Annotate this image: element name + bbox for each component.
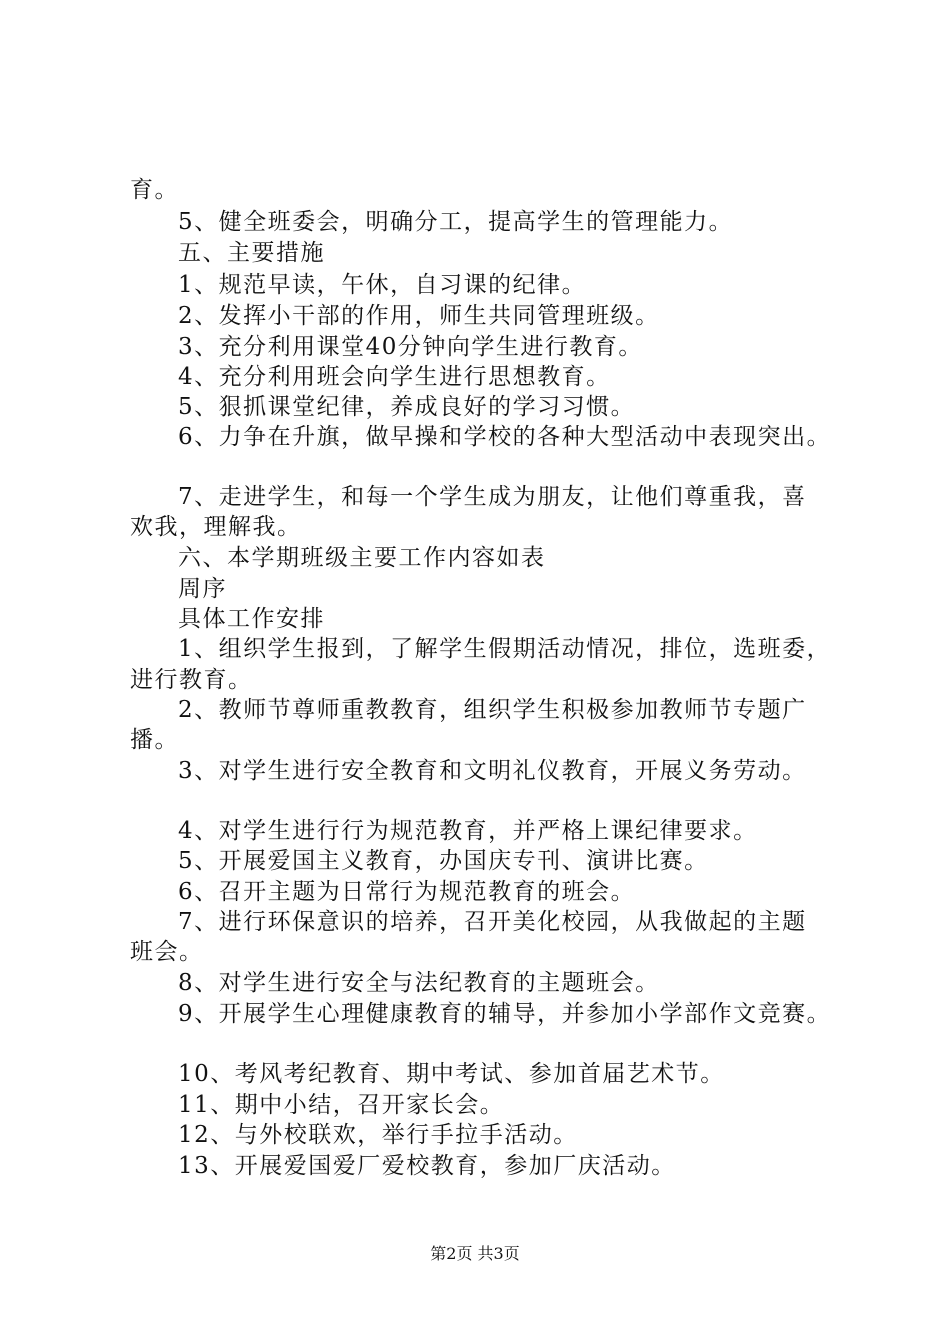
text-line: 播。 (130, 727, 179, 753)
text-line: 13、开展爱国爱厂爱校教育，参加厂庆活动。 (178, 1153, 676, 1179)
section-heading: 六、本学期班级主要工作内容如表 (178, 545, 546, 571)
text-line: 4、充分利用班会向学生进行思想教育。 (178, 364, 611, 390)
section-heading: 五、主要措施 (178, 240, 325, 266)
text-line: 9、开展学生心理健康教育的辅导，并参加小学部作文竞赛。 (178, 1001, 832, 1027)
text-line: 11、期中小结，召开家长会。 (178, 1092, 505, 1118)
page-footer: 第2页 共3页 (430, 1244, 520, 1263)
text-line: 4、对学生进行行为规范教育，并严格上课纪律要求。 (178, 818, 758, 844)
text-line: 7、进行环保意识的培养，召开美化校园，从我做起的主题 (178, 909, 807, 935)
text-line: 5、狠抓课堂纪律，养成良好的学习习惯。 (178, 394, 636, 420)
text-line: 周序 (178, 576, 227, 602)
text-line: 3、对学生进行安全教育和文明礼仪教育，开展义务劳动。 (178, 758, 807, 784)
text-line: 7、走进学生，和每一个学生成为朋友，让他们尊重我，喜 (178, 484, 807, 510)
text-line: 具体工作安排 (178, 606, 325, 632)
text-line: 育。 (130, 177, 179, 203)
text-line: 1、规范早读，午休，自习课的纪律。 (178, 272, 587, 298)
text-line: 欢我，理解我。 (130, 514, 302, 540)
text-line: 12、与外校联欢，举行手拉手活动。 (178, 1122, 578, 1148)
text-line: 5、健全班委会，明确分工，提高学生的管理能力。 (178, 209, 734, 235)
text-line: 班会。 (130, 939, 204, 965)
text-line: 5、开展爱国主义教育，办国庆专刊、演讲比赛。 (178, 848, 709, 874)
text-line: 3、充分利用课堂40分钟向学生进行教育。 (178, 334, 643, 360)
text-line: 6、力争在升旗，做早操和学校的各种大型活动中表现突出。 (178, 424, 832, 450)
text-line: 10、考风考纪教育、期中考试、参加首届艺术节。 (178, 1061, 725, 1087)
text-line: 2、发挥小干部的作用，师生共同管理班级。 (178, 303, 660, 329)
text-line: 8、对学生进行安全与法纪教育的主题班会。 (178, 970, 660, 996)
text-line: 进行教育。 (130, 667, 253, 693)
text-line: 1、组织学生报到，了解学生假期活动情况，排位，选班委， (178, 636, 832, 662)
text-line: 2、教师节尊师重教教育，组织学生积极参加教师节专题广 (178, 697, 807, 723)
text-line: 6、召开主题为日常行为规范教育的班会。 (178, 879, 636, 905)
